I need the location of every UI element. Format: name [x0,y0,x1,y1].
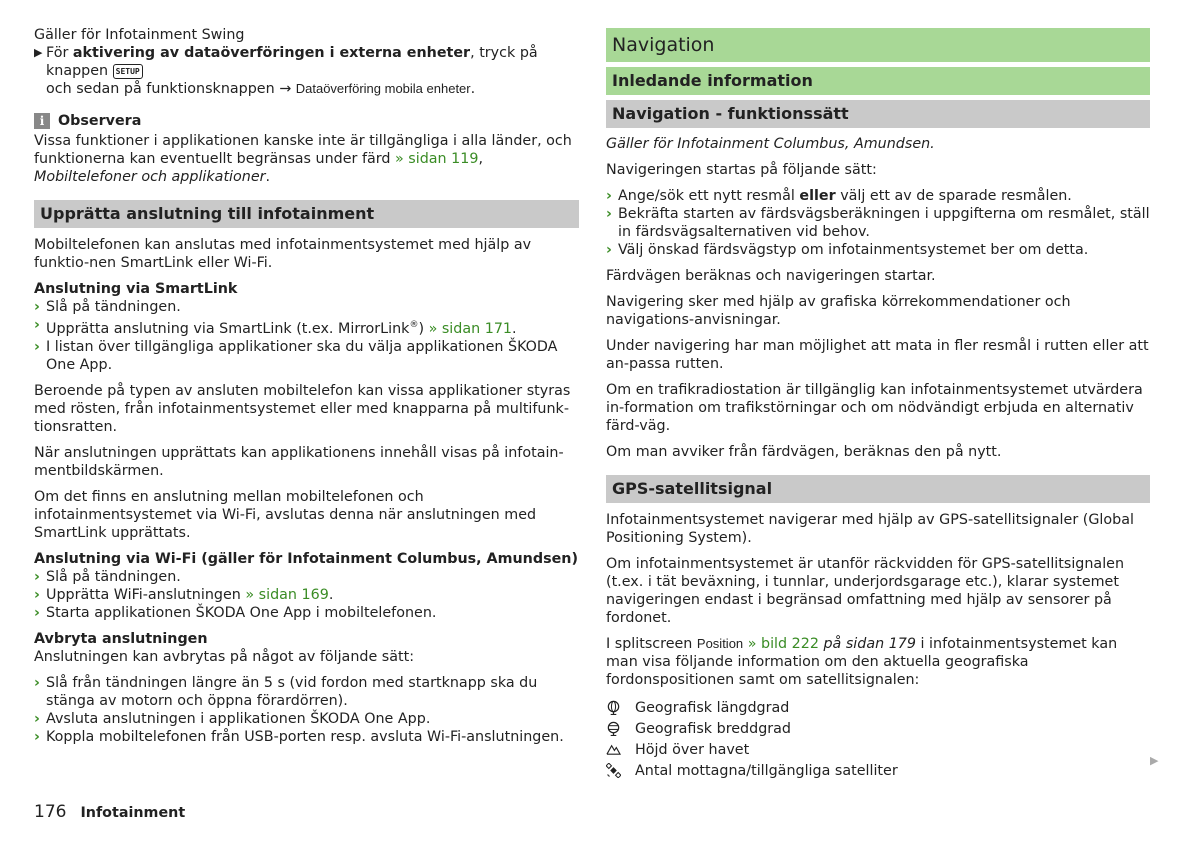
next-page-arrow-icon: ▶ [1150,754,1159,767]
section-heading-nav-function: Navigation - funktionssätt [606,100,1150,128]
paragraph: I splitscreen Position » bild 222 på sidan 179 i infotainmentsystemet kan man visa följande information om den aktuella geografiska fordonspositionen samt om satellitsignalen: [606,636,1118,688]
chevron-right-icon: › [34,674,40,691]
setup-key-icon: SETUP [113,64,143,79]
page-footer [34,803,185,822]
disconnect-steps [34,674,579,746]
list-item: › Starta applikationen ŠKODA One App i mobiltelefonen. [34,604,437,621]
globe-latitude-icon [606,721,621,736]
list-item: › Koppla mobiltelefonen från USB-porten resp. avsluta Wi-Fi-anslutningen. [34,728,564,745]
paragraph: Om det finns en anslutning mellan mobiltelefonen och infotainmentsystemet via Wi-Fi, avslutas denna när anslutningen med SmartLink upprättats. [34,488,537,541]
position-info-list [606,697,1150,781]
paragraph: Om man avviker från färdvägen, beräknas den på nytt. [606,444,1002,460]
applies-columbus: Gäller för Infotainment Columbus, Amundsen. [606,136,935,152]
paragraph: Navigeringen startas på följande sätt: [606,162,877,178]
list-item: Geografisk breddgrad [606,718,1150,739]
smartlink-steps [34,298,579,374]
section-heading-intro: Inledande information [606,67,1150,95]
paragraph: Mobiltelefonen kan anslutas med infotainmentsystemet med hjälp av funktio-nen SmartLink eller Wi-Fi. [34,237,532,271]
list-item: Höjd över havet [606,739,1150,760]
section-heading-connection: Upprätta anslutning till infotainment [34,200,579,228]
chevron-right-icon: › [34,728,40,745]
function-position-label: Position [696,636,744,651]
left-column [34,26,579,754]
chapter-heading-navigation: Navigation [606,28,1150,62]
mountain-icon [606,742,621,757]
note-text: Vissa funktioner i applikationen kanske inte är tillgängliga i alla länder, och funktionerna kan eventuellt begränsas under färd » sidan 119, Mobiltelefoner och applikationer. [34,133,572,185]
link-page-171[interactable]: » sidan 171 [428,320,513,337]
chevron-right-icon: › [34,710,40,727]
chevron-right-icon: › [606,206,612,222]
triangle-bullet-icon: ▶ [34,46,43,59]
chevron-right-icon: › [34,604,40,621]
note-title: Observera [58,113,142,129]
subheading-wifi: Anslutning via Wi-Fi (gäller för Infotainment Columbus, Amundsen) [34,550,579,567]
list-item: › Slå på tändningen. [34,568,181,585]
paragraph: Under navigering har man möjlighet att mata in fler resmål i rutten eller att an-passa rutten. [606,338,1149,372]
paragraph: Färdvägen beräknas och navigeringen startar. [606,268,936,284]
nav-start-steps [606,187,1150,259]
list-item: › Slå på tändningen. [34,299,181,315]
paragraph: Beroende på typen av ansluten mobiltelefon kan vissa applikationer styras med rösten, från infotainmentsystemet eller med knapparna på multifunk-tionsratten. [34,382,571,435]
satellite-icon [606,763,621,778]
globe-longitude-icon [606,700,621,715]
right-column [606,26,1150,781]
list-item: Antal mottagna/tillgängliga satelliter [606,760,1150,781]
function-button-label: Dataöverföring mobila enheter [295,81,471,96]
subheading-smartlink: Anslutning via SmartLink [34,281,238,297]
chevron-right-icon: › [34,317,40,333]
list-item: › Bekräfta starten av färdsvägsberäkningen i uppgifterna om resmålet, ställ in färdsvägsalternativen vid behov. [606,206,1150,240]
chevron-right-icon: › [606,242,612,258]
chevron-right-icon: › [34,586,40,603]
section-heading-gps: GPS-satellitsignal [606,475,1150,503]
info-note-icon: i [34,113,50,129]
footer-section-label: Infotainment [80,805,186,821]
subheading-disconnect: Avbryta anslutningen [34,630,208,647]
list-item: › Välj önskad färdsvägstyp om infotainmentsystemet ber om detta. [606,242,1089,258]
list-item: Geografisk längdgrad [606,697,1150,718]
paragraph: Om infotainmentsystemet är utanför räckvidden för GPS-satellitsignalen (t.ex. i tät beväxning, i tunnlar, underjordsgarage etc.), klarar systemet navigeringen endast i begränsad omfattning med hjälp av sensorer på fordonet. [606,556,1125,626]
chevron-right-icon: › [34,299,40,315]
list-item: › Avsluta anslutningen i applikationen ŠKODA One App. [34,710,431,727]
note-heading [34,112,579,130]
applies-swing: Gäller för Infotainment Swing [34,27,245,43]
chevron-right-icon: › [34,338,40,355]
chevron-right-icon: › [34,568,40,585]
paragraph: Anslutningen kan avbrytas på något av följande sätt: [34,648,415,665]
chevron-right-icon: › [606,188,612,204]
page-number: 176 [34,802,67,822]
intro-instruction: ▶ För aktivering av dataöverföringen i externa enheter, tryck på knappen SETUP och sedan på funktionsknappen → Dataöverföring mobila enheter. [34,45,538,97]
list-item: › Upprätta WiFi-anslutningen » sidan 169. [34,586,334,603]
link-page-169[interactable]: » sidan 169 [245,586,329,603]
wifi-steps [34,568,579,622]
list-item: › Upprätta anslutning via SmartLink (t.ex. MirrorLink®) » sidan 171. [34,317,517,337]
list-item: › Slå från tändningen längre än 5 s (vid fordon med startknapp ska du stänga av motorn och öppna förardörren). [34,674,538,709]
paragraph: Infotainmentsystemet navigerar med hjälp av GPS-satellitsignaler (Global Positioning System). [606,512,1134,546]
paragraph: När anslutningen upprättats kan applikationens innehåll visas på infotain-mentbildskärmen. [34,444,564,479]
paragraph: Navigering sker med hjälp av grafiska körrekommendationer och navigations-anvisningar. [606,294,1071,328]
link-figure-222[interactable]: » bild 222 [743,636,819,652]
link-page-119[interactable]: » sidan 119 [394,151,479,167]
instruction-bold: aktivering av dataöverföringen i externa enheter [72,45,471,61]
list-item: › Ange/sök ett nytt resmål eller välj ett av de sparade resmålen. [606,188,1072,204]
paragraph: Om en trafikradiostation är tillgänglig kan infotainmentsystemet utvärdera in-formation om trafikstörningar och om nödvändigt erbjuda en alternativ färd-väg. [606,382,1143,434]
list-item: › I listan över tillgängliga applikationer ska du välja applikationen ŠKODA One App. [34,338,558,373]
